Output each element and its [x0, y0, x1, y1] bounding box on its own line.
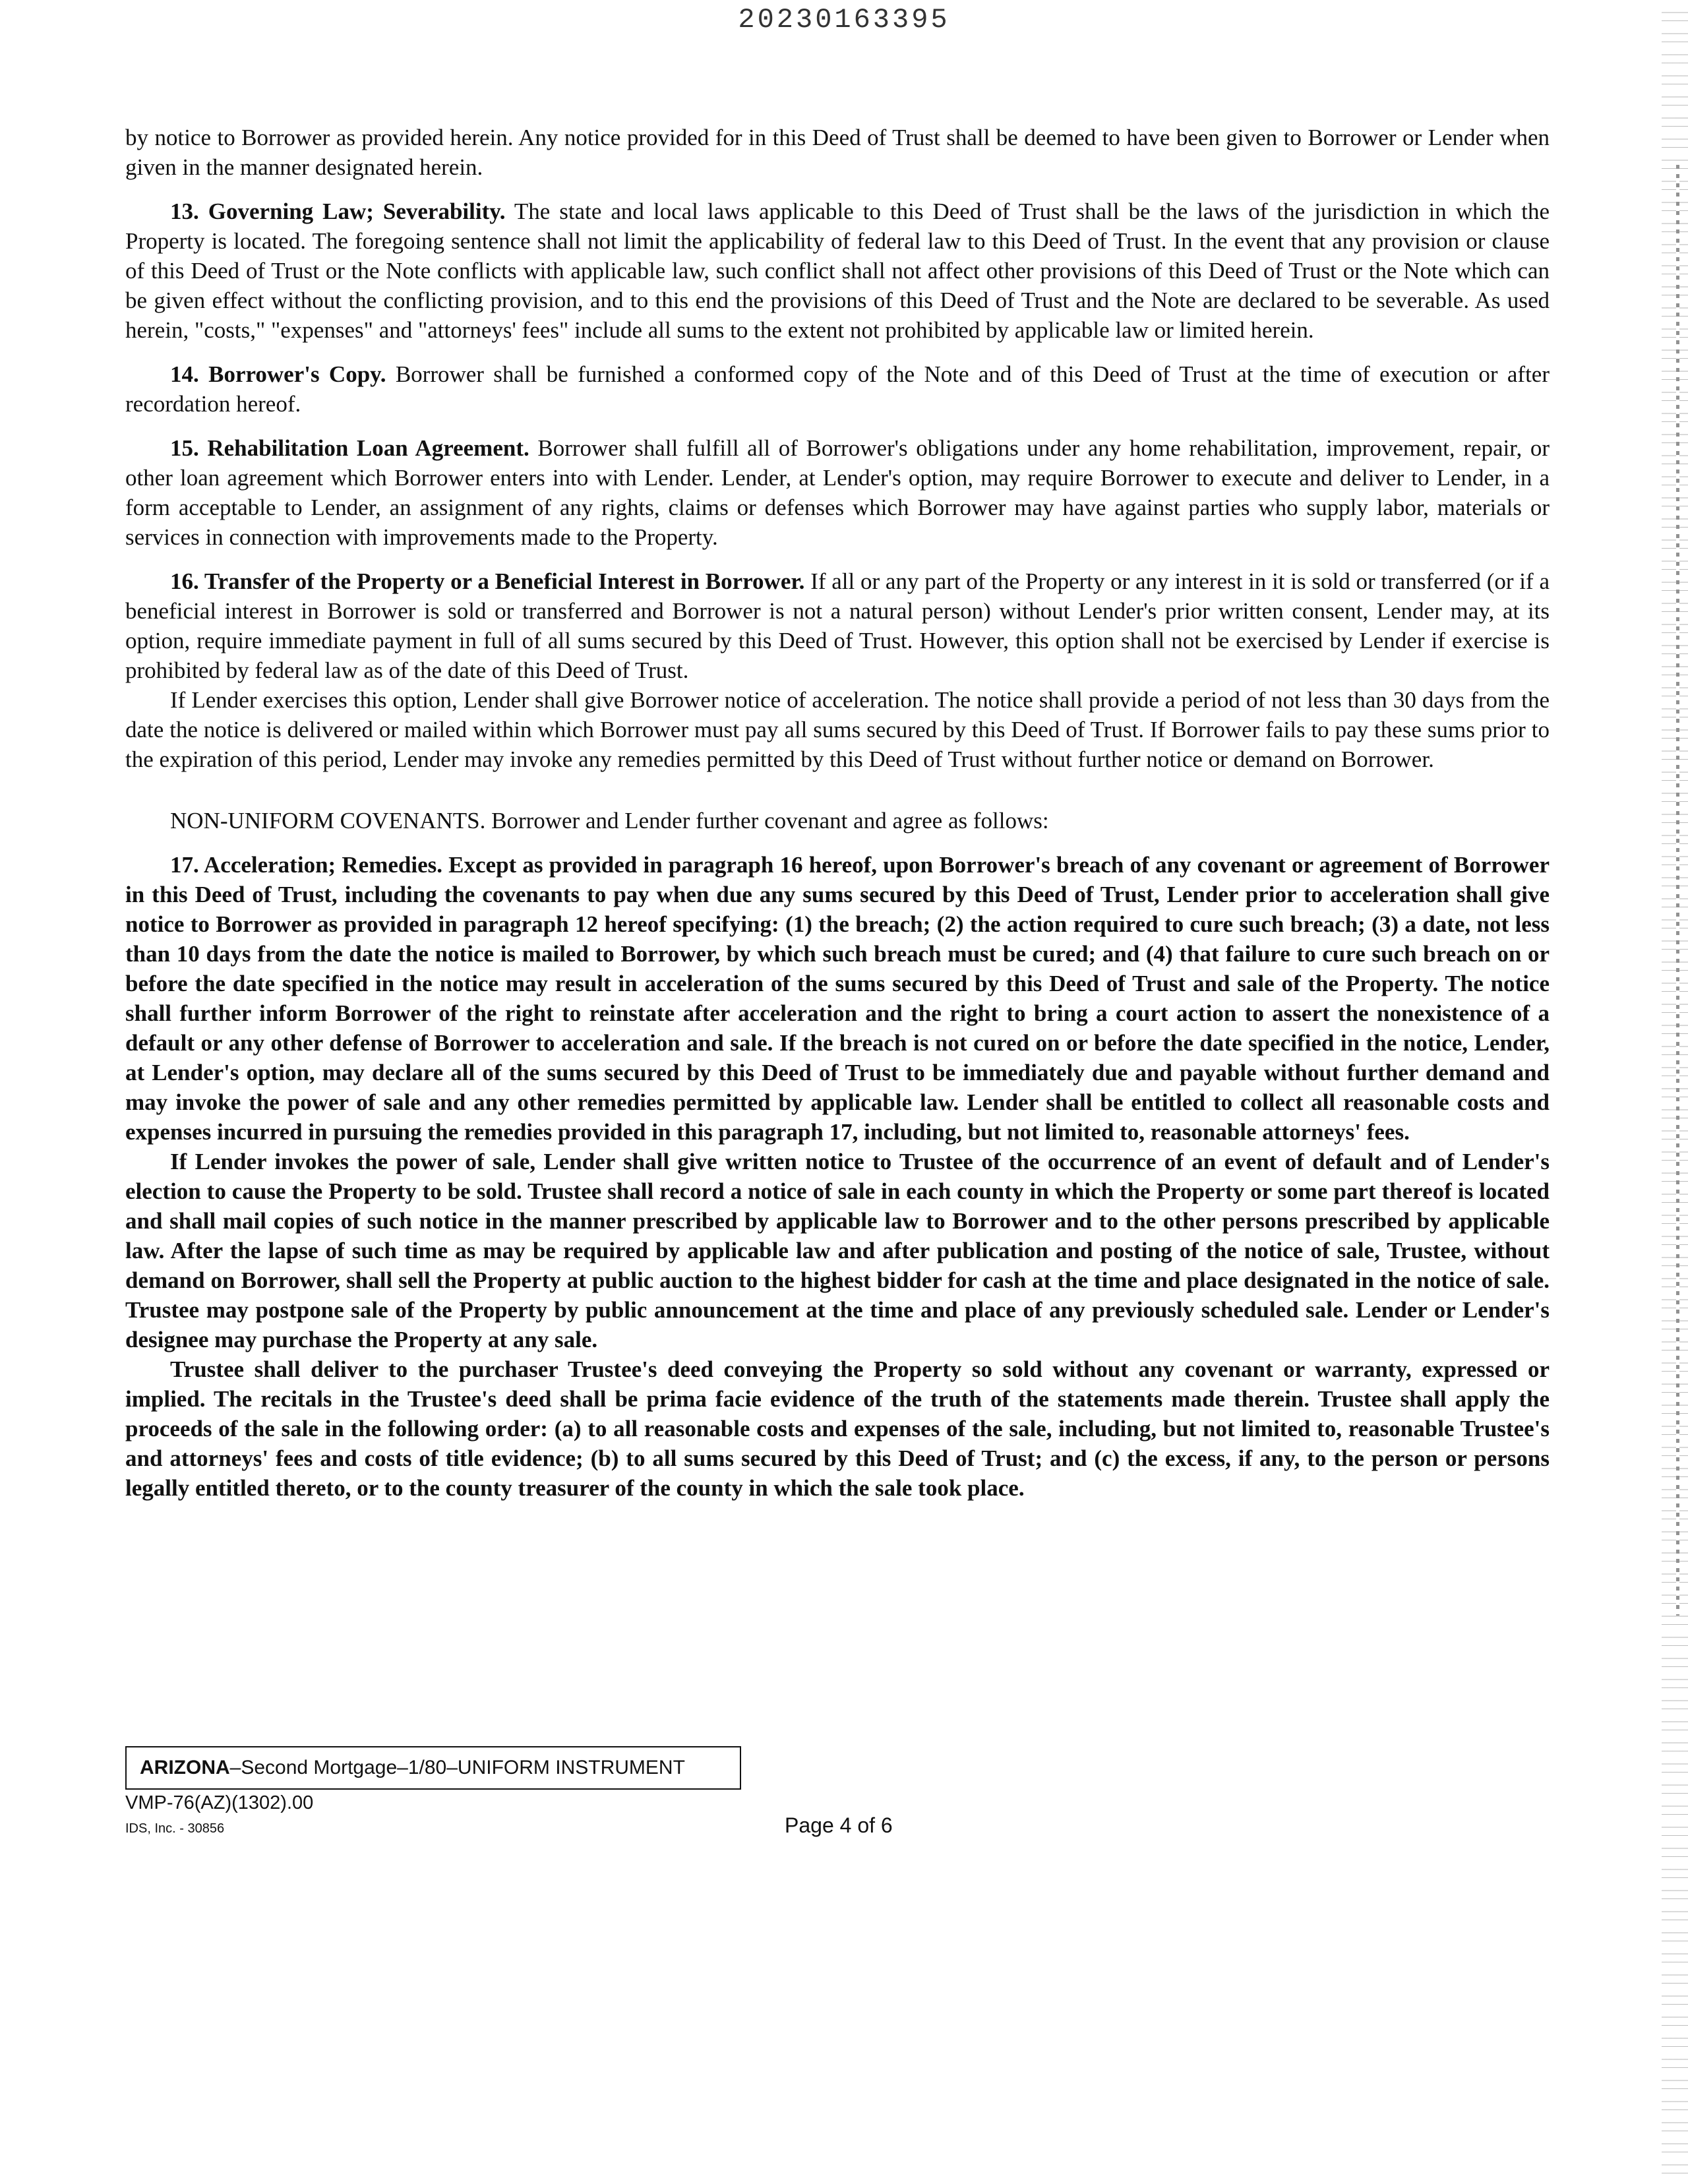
paragraph-17: 17. Acceleration; Remedies. Except as provided in paragraph 16 hereof, upon Borrower's breach of any covenant or agreement of Borrower in this Deed of Trust, including the covenants to pay when due any sums secured by this Deed of Trust, Lender prior to acceleration shall give notice to Borrower as provided in paragraph 12 hereof specifying: (1) the breach; (2) the action required to cure such breach; (3) a date, not less than 10 days from the date the notice is mailed to Borrower, by which such breach must be cured; and (4) that failure to cure such breach on or before the date specified in the notice may result in acceleration of the sums secured by this Deed of Trust and sale of the Property. The notice shall further inform Borrower of the right to reinstate after acceleration and the right to bring a court action to assert the nonexistence of a default or any other defense of Borrower to acceleration and sale. If the breach is not cured on or before the date specified in the notice, Lender, at Lender's option, may declare all of the sums secured by this Deed of Trust to be immediately due and payable without further demand and may invoke the power of sale and any other remedies permitted by applicable law. Lender shall be entitled to collect all reasonable costs and expenses incurred in pursuing the remedies provided in this paragraph 17, including, but not limited to, reasonable attorneys' fees.: [125, 852, 1550, 1145]
paragraph-15-heading: 15. Rehabilitation Loan Agreement.: [170, 435, 529, 461]
page-number: Page 4 of 6: [785, 1813, 893, 1837]
paragraph-17-trustee-deed: Trustee shall deliver to the purchaser Trustee's deed conveying the Property so sold without any covenant or warranty, expressed or implied. The recitals in the Trustee's deed shall be prima facie evidence of the truth of the statements made therein. Trustee shall apply the proceeds of the sale in the following order: (a) to all reasonable costs and expenses of the sale, including, but not limited to, reasonable Trustee's and attorneys' fees and costs of title evidence; (b) to all sums secured by this Deed of Trust; and (c) the excess, if any, to the person or persons legally entitled thereto, or to the county treasurer of the county in which the sale took place.: [125, 1356, 1550, 1501]
paragraph-13-text: The state and local laws applicable to this Deed of Trust shall be the laws of the jurisdiction in which the Property is located. The foregoing sentence shall not limit the applicability of federal law to this Deed of Trust. In the event that any provision or clause of this Deed of Trust or the Note conflicts with applicable law, such conflict shall not affect other provisions of this Deed of Trust or the Note which can be given effect without the conflicting provision, and to this end the provisions of this Deed of Trust and the Note are declared to be severable. As used herein, "costs," "expenses" and "attorneys' fees" include all sums to the extent not prohibited by applicable law or limited herein.: [125, 198, 1550, 343]
paragraph-15-text: Borrower shall fulfill all of Borrower's obligations under any home rehabilitation, improvement, repair, or other loan agreement which Borrower enters into with Lender. Lender, at Lender's option, may require Borrower to execute and deliver to Lender, in a form acceptable to Lender, an assignment of any rights, claims or defenses which Borrower may have against parties who supply labor, materials or services in connection with improvements made to the Property.: [125, 435, 1550, 550]
non-uniform-covenants: NON-UNIFORM COVENANTS. Borrower and Lender further covenant and agree as follows:: [170, 808, 1049, 834]
instrument-type: –Second Mortgage–1/80–UNIFORM INSTRUMENT: [229, 1757, 685, 1778]
vendor-code: IDS, Inc. - 30856: [125, 1821, 225, 1836]
document-number: 20230163395: [738, 4, 950, 36]
paragraph-16-heading: 16. Transfer of the Property or a Beneficial Interest in Borrower.: [170, 568, 805, 594]
paragraph-14-heading: 14. Borrower's Copy.: [170, 361, 386, 387]
paragraph-16: [125, 566, 1550, 685]
paragraph-16-text: If all or any part of the Property or any interest in it is sold or transferred (or if a beneficial interest in Borrower is sold or transferred and Borrower is not a natural person) without Lender's prior written consent, Lender may, at its option, require immediate payment in full of all sums secured by this Deed of Trust. However, this option shall not be exercised by Lender if exercise is prohibited by federal law as of the date of this Deed of Trust.: [125, 568, 1550, 683]
paragraph-17-power-of-sale: If Lender invokes the power of sale, Lender shall give written notice to Trustee of the occurrence of an event of default and of Lender's election to cause the Property to be sold. Trustee shall record a notice of sale in each county in which the Property or some part thereof is located and shall mail copies of such notice in the manner prescribed by applicable law to Borrower and to the other persons prescribed by applicable law. After the lapse of such time as may be required by applicable law and after publication and posting of the notice of sale, Trustee, without demand on Borrower, shall sell the Property at public auction to the highest bidder for cash at the time and place designated in the notice of sale. Trustee may postpone sale of the Property by public announcement at the time and place of any previously scheduled sale. Lender or Lender's designee may purchase the Property at any sale.: [125, 1149, 1550, 1352]
instrument-label-box: [125, 1746, 741, 1790]
document-body: [125, 123, 1550, 1503]
paragraph-13-heading: 13. Governing Law; Severability.: [170, 198, 506, 224]
paragraph-intro: by notice to Borrower as provided herein. Any notice provided for in this Deed of Trust shall be deemed to have been given to Borrower or Lender when given in the manner designated herein.: [125, 125, 1550, 180]
form-code: VMP-76(AZ)(1302).00: [125, 1792, 314, 1813]
instrument-state: ARIZONA: [140, 1757, 230, 1778]
paragraph-13: [125, 197, 1550, 345]
paragraph-15: [125, 433, 1550, 552]
paragraph-16-continued: If Lender exercises this option, Lender shall give Borrower notice of acceleration. The notice shall provide a period of not less than 30 days from the date the notice is delivered or mailed within which Borrower must pay all sums secured by this Deed of Trust. If Borrower fails to pay these sums prior to the expiration of this period, Lender may invoke any remedies permitted by this Deed of Trust without further notice or demand on Borrower.: [125, 687, 1550, 772]
scan-edge-artifact: [1662, 0, 1688, 2184]
paragraph-14-text: Borrower shall be furnished a conformed copy of the Note and of this Deed of Trust at the time of execution or after recordation hereof.: [125, 361, 1550, 417]
paragraph-14: [125, 359, 1550, 419]
